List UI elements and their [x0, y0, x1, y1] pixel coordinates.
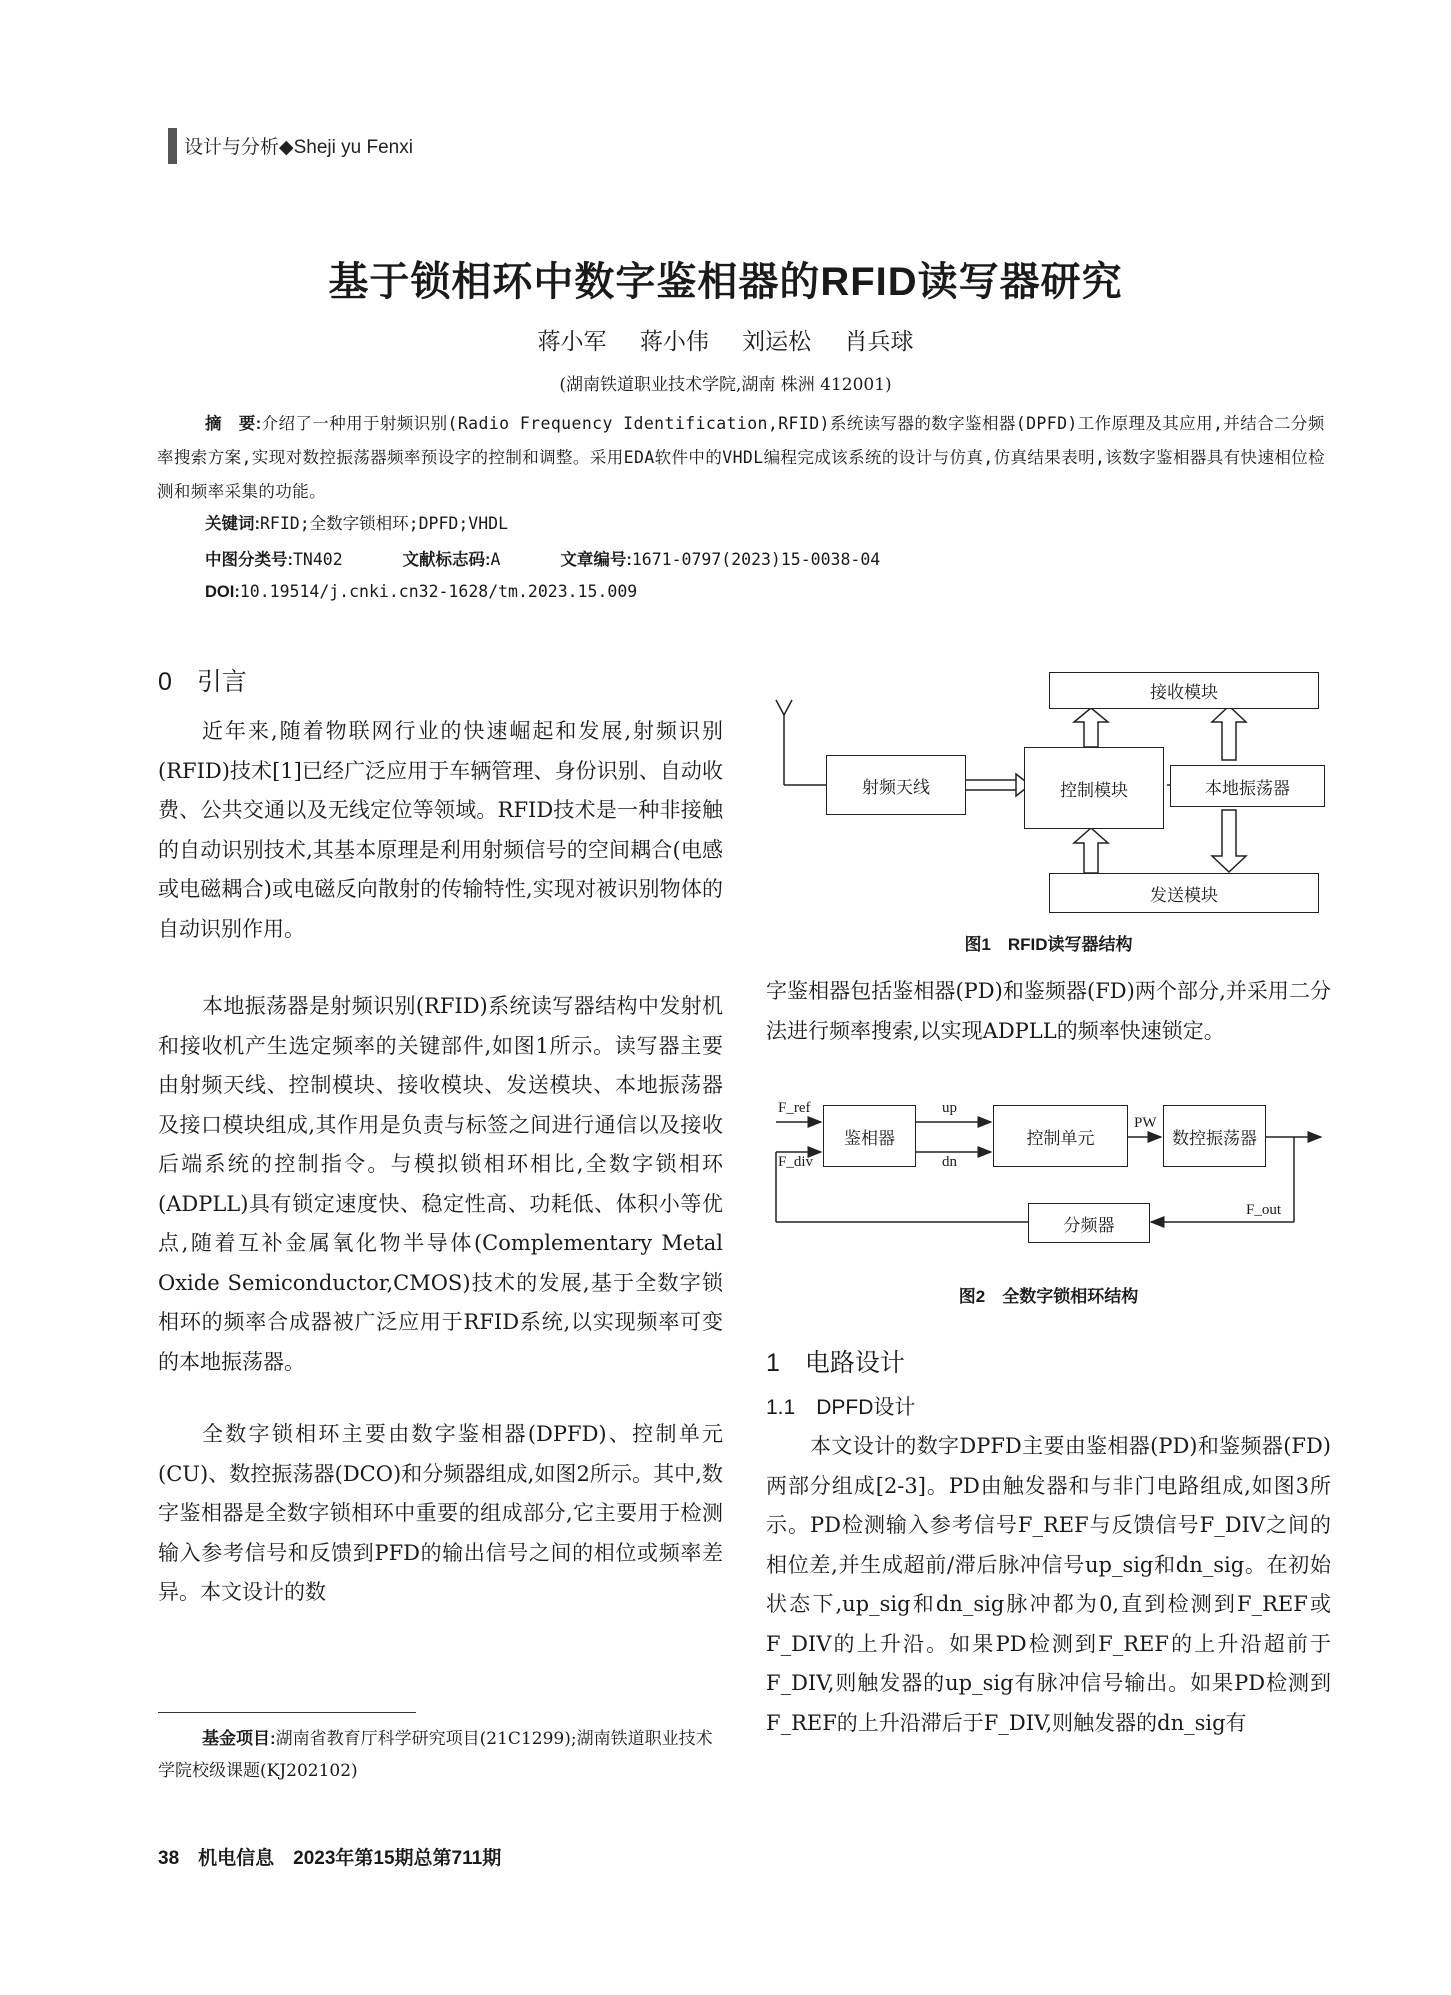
figure-2-caption: 图2 全数字锁相环结构 [958, 1287, 1139, 1306]
phase-detector-block: 鉴相器 [823, 1105, 916, 1167]
article-number-value: 1671-0797(2023)15-0038-04 [631, 550, 881, 569]
signal-label-up: up [942, 1100, 957, 1116]
signal-label-fdiv: F_div [778, 1154, 814, 1170]
doc-code-value: A [490, 550, 501, 569]
affiliation: (湖南铁道职业技术学院,湖南 株洲 412001) [559, 375, 892, 395]
frequency-divider-block: 分频器 [1028, 1203, 1150, 1243]
intro-paragraph-3: 全数字锁相环主要由数字鉴相器(DPFD)、控制单元(CU)、数控振荡器(DCO)和分频器组成,如图2所示。其中,数字鉴相器是全数字锁相环中重要的组成部分,它主要用于检测输入参考信号和反馈到PFD的输出信号之间的相位或频率差异。本文设计的数 [158, 1422, 723, 1604]
clc-value: TN402 [293, 550, 343, 569]
intro-paragraph-1: 近年来,随着物联网行业的快速崛起和发展,射频识别(RFID)技术[1]已经广泛应用于车辆管理、身份识别、自动收费、公共交通以及无线定位等领域。RFID技术是一种非接触的自动识别技术,其基本原理是利用射频信号的空间耦合(电感或电磁耦合)或电磁反向散射的传输特性,实现对被识别物体的自动识别作用。 [158, 719, 723, 941]
page-footer: 38 机电信息 2023年第15期总第711期 [158, 1848, 502, 1869]
author: 蒋小军 [537, 329, 607, 355]
abstract [157, 407, 1332, 509]
doi-label: DOI: [205, 583, 240, 601]
footnote-rule [158, 1712, 416, 1713]
doc-code-label: 文献标志码: [402, 551, 491, 569]
receive-module-block: 接收模块 [1049, 672, 1319, 709]
footnote-label: 基金项目: [202, 1729, 276, 1748]
local-oscillator-block: 本地振荡器 [1170, 765, 1325, 807]
signal-label-pw: PW [1134, 1115, 1157, 1131]
right-paragraph-continuation: 字鉴相器包括鉴相器(PD)和鉴频器(FD)两个部分,并采用二分法进行频率搜索,以实现ADPLL的频率快速锁定。 [766, 979, 1331, 1043]
abstract-text: 介绍了一种用于射频识别(Radio Frequency Identification,RFID)系统读写器的数字鉴相器(DPFD)工作原理及其应用,并结合二分频率搜索方案,实现对数控振荡器频率预设字的控制和调整。采用EDA软件中的VHDL编程完成该系统的设计与仿真,仿真结果表明,该数字鉴相器具有快速相位检测和频率采集的功能。 [157, 414, 1326, 501]
dpfd-paragraph: 本文设计的数字DPFD主要由鉴相器(PD)和鉴频器(FD)两部分组成[2-3]。PD由触发器和与非门电路组成,如图3所示。PD检测输入参考信号F_REF与反馈信号F_DIV之间的相位差,并生成超前/滞后脉冲信号up_sig和dn_sig。在初始状态下,up_sig和dn_sig脉冲都为0,直到检测到F_REF或F_DIV的上升沿。如果PD检测到F_REF的上升沿超前于F_DIV,则触发器的up_sig有脉冲信号输出。如果PD检测到F_REF的上升沿滞后于F_DIV,则触发器的dn_sig有 [766, 1434, 1331, 1735]
abstract-label: 摘 要: [205, 415, 262, 433]
section-heading-intro: 0 引言 [158, 668, 247, 696]
clc-label: 中图分类号: [205, 551, 293, 569]
header-bar [168, 128, 177, 164]
classification-line [205, 546, 880, 570]
keywords [205, 510, 508, 534]
subsection-heading-dpfd: 1.1 DPFD设计 [766, 1396, 916, 1419]
author: 蒋小伟 [639, 329, 709, 355]
send-module-block: 发送模块 [1049, 873, 1319, 913]
footnote-text: 湖南省教育厅科学研究项目(21C1299);湖南铁道职业技术学院校级课题(KJ202102) [158, 1729, 713, 1781]
author: 刘运松 [742, 329, 812, 355]
doi-value: 10.19514/j.cnki.cn32-1628/tm.2023.15.009 [239, 582, 638, 601]
signal-label-fout: F_out [1246, 1202, 1282, 1218]
author-list [0, 323, 1451, 356]
figure-1-diagram [766, 670, 1331, 915]
doi-line [205, 582, 637, 602]
paper-title: 基于锁相环中数字鉴相器的RFID读写器研究 [328, 260, 1123, 304]
keywords-label: 关键词: [205, 515, 260, 533]
running-header: 设计与分析◆Sheji yu Fenxi [184, 137, 413, 158]
figure-2-diagram [766, 1090, 1331, 1250]
article-number-label: 文章编号: [560, 551, 632, 569]
control-module-block: 控制模块 [1024, 747, 1164, 829]
control-unit-block: 控制单元 [993, 1105, 1128, 1167]
keywords-text: RFID;全数字锁相环;DPFD;VHDL [260, 514, 509, 533]
funding-footnote [158, 1723, 723, 1787]
section-heading-circuit: 1 电路设计 [766, 1349, 905, 1377]
signal-label-dn: dn [942, 1154, 957, 1170]
dco-block: 数控振荡器 [1163, 1105, 1266, 1167]
figure-1-caption: 图1 RFID读写器结构 [964, 935, 1133, 954]
signal-label-fref: F_ref [778, 1100, 811, 1116]
intro-paragraph-2: 本地振荡器是射频识别(RFID)系统读写器结构中发射机和接收机产生选定频率的关键部件,如图1所示。读写器主要由射频天线、控制模块、接收模块、发送模块、本地振荡器及接口模块组成,其作用是负责与标签之间进行通信以及接收后端系统的控制指令。与模拟锁相环相比,全数字锁相环(ADPLL)具有锁定速度快、稳定性高、功耗低、体积小等优点,随着互补金属氧化物半导体(Complementary Metal Oxide Semiconductor,CMOS)技术的发展,基于全数字锁相环的频率合成器被广泛应用于RFID系统,以实现频率可变的本地振荡器。 [158, 994, 723, 1374]
author: 肖兵球 [844, 329, 914, 355]
rf-antenna-block: 射频天线 [826, 755, 966, 815]
